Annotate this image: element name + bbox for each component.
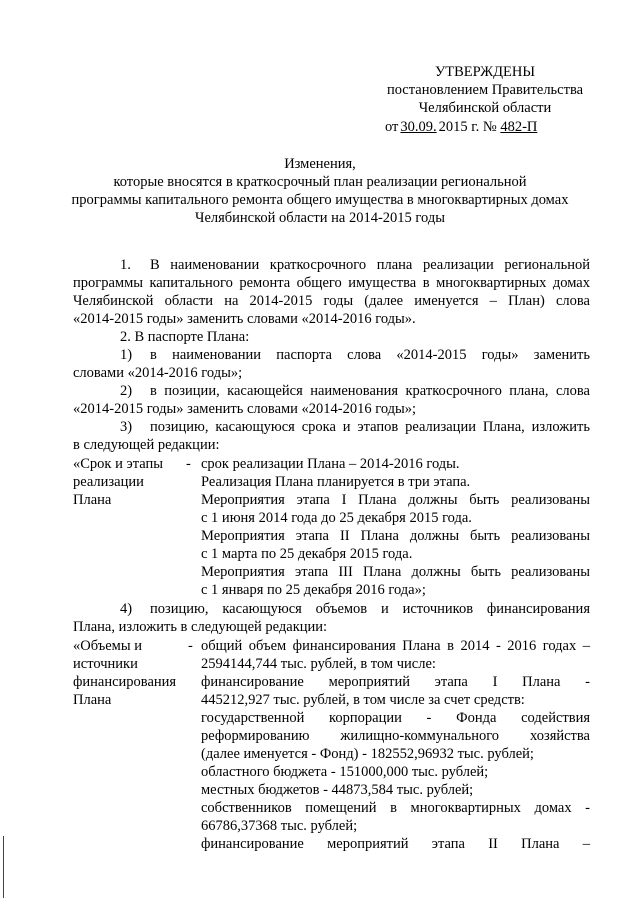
- date-prefix: от: [385, 119, 399, 135]
- approval-line-2: Челябинской области: [418, 100, 552, 116]
- p2-3-line-2: в следующей редакции:: [73, 437, 220, 453]
- t2-row-10: собственников помещений в многоквартирных домах -: [201, 800, 590, 816]
- p2-1-number: 1): [120, 347, 133, 363]
- p1-line-3: Челябинской области на 2014-2015 годы (далее именуется – План) слова: [73, 293, 590, 309]
- p2-2-line-2: «2014-2015 годы» заменить словами «2014-2016 годы»;: [73, 401, 417, 417]
- t1-row-3: Мероприятия этапа I Плана должны быть реализованы: [201, 492, 590, 508]
- t2-row-1: общий объем финансирования Плана в 2014 - 2016 годах –: [201, 638, 590, 654]
- t1-left-3: Плана: [73, 492, 112, 508]
- t2-row-5: государственной корпорации - Фонда содействия: [201, 710, 590, 726]
- scan-edge-line: [3, 836, 4, 898]
- t2-row-8: областного бюджета - 151000,000 тыс. рублей;: [201, 764, 489, 780]
- heading-line-4: Челябинской области на 2014-2015 годы: [195, 210, 445, 226]
- t2-left-3: финансирования: [73, 674, 177, 690]
- approval-number: 482-П: [500, 119, 538, 135]
- p2-1-line-2: словами «2014-2016 годы»;: [73, 365, 243, 381]
- p2-4-line-1: позицию, касающуюся объемов и источников финансирования: [150, 601, 590, 617]
- t2-left-4: Плана: [73, 692, 112, 708]
- approval-title: УТВЕРЖДЕНЫ: [434, 64, 536, 80]
- t2-row-4: 445212,927 тыс. рублей, в том числе за счет средств:: [201, 692, 525, 708]
- t2-row-6: реформированию жилищно-коммунального хозяйства: [201, 728, 590, 744]
- p2-1-line-1: в наименовании паспорта слова «2014-2015 годы» заменить: [150, 347, 590, 363]
- p2-4-number: 4): [120, 601, 133, 617]
- p1-line-2: программы капитального ремонта общего имущества в многоквартирных домах: [73, 275, 590, 291]
- t1-row-1: срок реализации Плана – 2014-2016 годы.: [201, 456, 460, 472]
- p1-line-4: «2014-2015 годы» заменить словами «2014-2016 годы».: [73, 311, 416, 327]
- t2-left-2: источники: [73, 656, 138, 672]
- t1-row-5: Мероприятия этапа II Плана должны быть реализованы: [201, 528, 590, 544]
- p2-4-line-2: Плана, изложить в следующей редакции:: [73, 619, 328, 635]
- p2-2-line-1: в позиции, касающейся наименования краткосрочного плана, слова: [150, 383, 590, 399]
- p2-3-number: 3): [120, 419, 133, 435]
- approval-date-line: [385, 119, 537, 136]
- t2-row-2: 2594144,744 тыс. рублей, в том числе:: [201, 656, 436, 672]
- t2-row-11: 66786,37368 тыс. рублей;: [201, 818, 358, 834]
- p2-line: 2. В паспорте Плана:: [120, 329, 250, 345]
- t1-row-6: с 1 марта по 25 декабря 2015 года.: [201, 546, 413, 562]
- heading-line-3: программы капитального ремонта общего имущества в многоквартирных домах: [71, 192, 569, 208]
- p2-3-line-1: позицию, касающуюся срока и этапов реализации Плана, изложить: [150, 419, 590, 435]
- t1-left-2: реализации: [73, 474, 144, 490]
- t2-row-9: местных бюджетов - 44873,584 тыс. рублей;: [201, 782, 474, 798]
- t2-dash: -: [188, 638, 193, 654]
- approval-line-1: постановлением Правительства: [386, 82, 584, 98]
- t1-row-4: с 1 июня 2014 года до 25 декабря 2015 года.: [201, 510, 472, 526]
- t1-row-7: Мероприятия этапа III Плана должны быть реализованы: [201, 564, 590, 580]
- p1-number: 1.: [120, 257, 131, 273]
- year-suffix: 2015 г. №: [438, 119, 497, 135]
- t1-dash: -: [186, 456, 191, 472]
- t1-row-8: с 1 января по 25 декабря 2016 года»;: [201, 582, 426, 598]
- t1-left-1: «Срок и этапы: [73, 456, 163, 472]
- p2-2-number: 2): [120, 383, 133, 399]
- t2-row-7: (далее именуется - Фонд) - 182552,96932 тыс. рублей;: [201, 746, 534, 762]
- t1-row-2: Реализация Плана планируется в три этапа.: [201, 474, 471, 490]
- t2-row-3: финансирование мероприятий этапа I Плана -: [201, 674, 590, 690]
- p1-line-1: В наименовании краткосрочного плана реализации региональной: [150, 257, 590, 273]
- approval-date: 30.09.: [400, 119, 437, 135]
- heading-line-1: Изменения,: [284, 156, 356, 172]
- heading-line-2: которые вносятся в краткосрочный план реализации региональной: [113, 174, 527, 190]
- t2-row-12: финансирование мероприятий этапа II Плана –: [201, 836, 590, 852]
- t2-left-1: «Объемы и: [73, 638, 142, 654]
